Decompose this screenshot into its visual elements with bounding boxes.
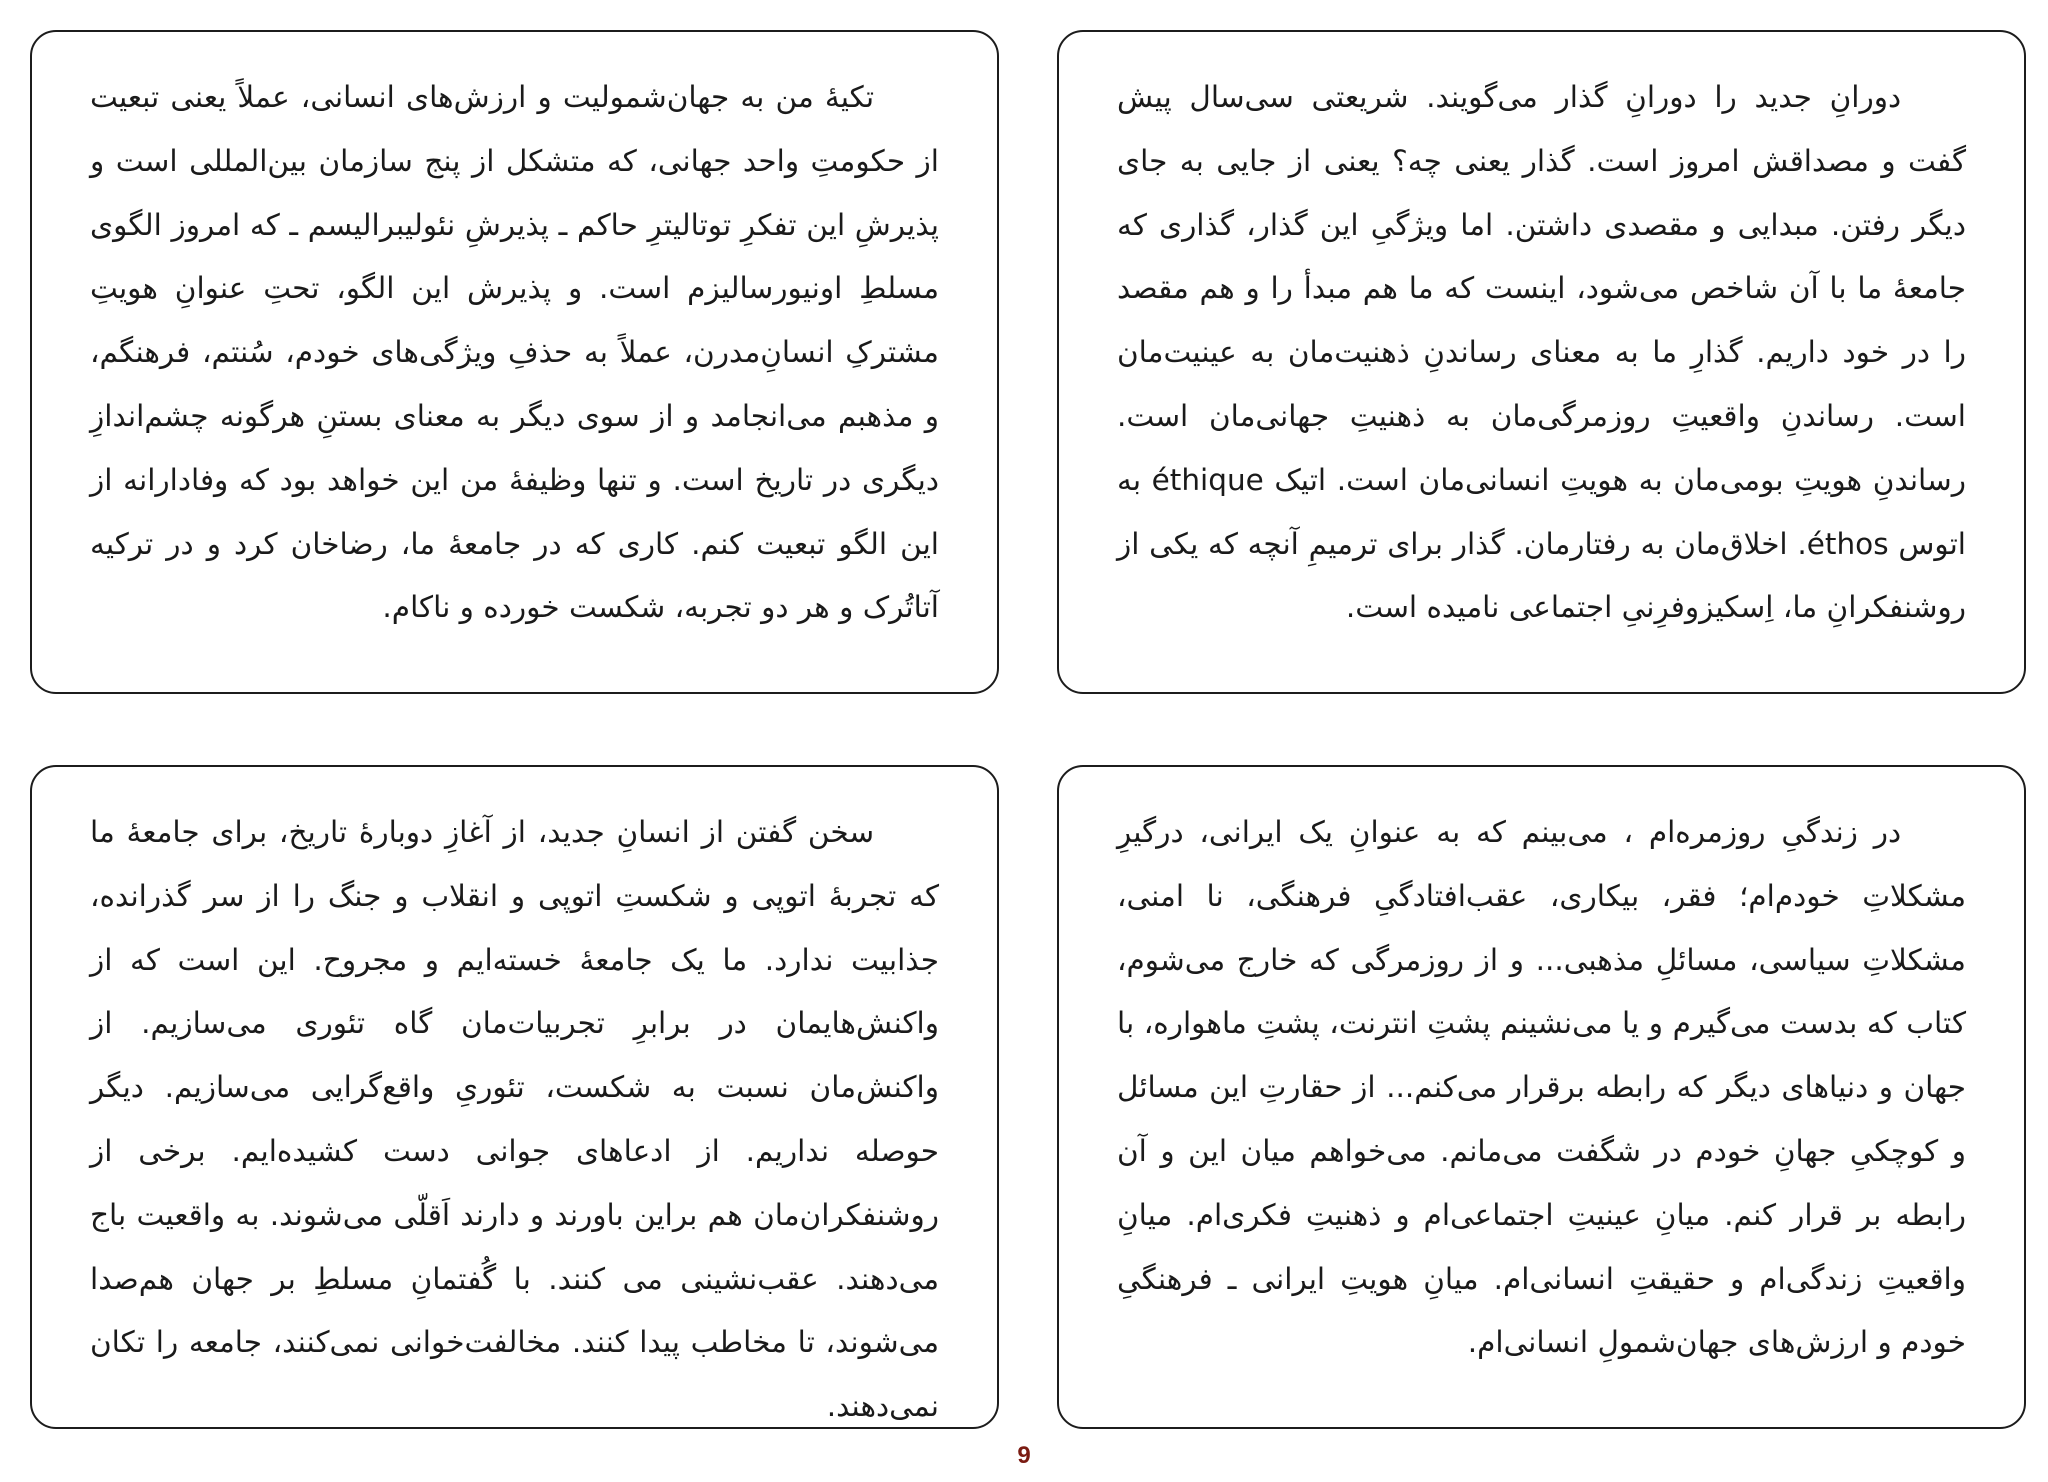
text-card-top-left — [30, 30, 999, 694]
paragraph-gozar: دورانِ جدید را دورانِ گذار می‌گویند. شریعتی سی‌سال پیش گفت و مصداقش امروز است. گذار یعنی چه؟ یعنی از جایی به جای دیگر رفتن. مبدایی و مقصدی داشتن. اما ویژگیِ این گذار، گذاری که جامعهٔ ما با آن شاخص می‌شود، اینست که ما هم مبدأ را و هم مقصد را در خود داریم. گذارِ ما به معنای رساندنِ ذهنیت‌مان به عینیت‌مان است. رساندنِ واقعیتِ روزمرگی‌مان به ذهنیتِ جهانی‌مان است. رساندنِ هویتِ بومی‌مان به هویتِ انسانی‌مان است. اتیک éthique به اتوس éthos. اخلاق‌مان به رفتارمان. گذار برای ترمیمِ آنچه که یکی از روشنفکرانِ ما، اِسکیزوفرِنیِ اجتماعی نامیده است. — [1117, 80, 1967, 625]
text-card-bottom-left — [30, 765, 999, 1429]
page-number: 9 — [1017, 1442, 1031, 1469]
paragraph-new-human: سخن گفتن از انسانِ جدید، از آغازِ دوبارهٔ تاریخ، برای جامعهٔ ما که تجربهٔ اتوپی و شکستِ اتوپی و انقلاب و جنگ را از سر گذرانده، جذابیت ندارد. ما یک جامعهٔ خسته‌ایم و مجروح. این است که از واکنش‌هایمان در برابرِ تجربیات‌مان گاه تئوری می‌سازیم. از واکنش‌مان نسبت به شکست، تئوریِ واقع‌گرایی می‌سازیم. دیگر حوصله نداریم. از ادعاهای جوانی دست کشیده‌ایم. برخی از روشنفکران‌مان هم براین باورند و دارند اَقلّی می‌شوند. به واقعیت باج می‌دهند. عقب‌نشینی می کنند. با گُفتمانِ مسلطِ بر جهان هم‌صدا می‌شوند، تا مخاطب پیدا کنند. مخالفت‌خوانی نمی‌کنند، جامعه را تکان نمی‌دهند. — [90, 815, 939, 1424]
text-card-top-right — [1057, 30, 2026, 694]
paragraph-universalism: تکیهٔ من به جهان‌شمولیت و ارزش‌های انسانی، عملاً یعنی تبعیت از حکومتِ واحد جهانی، که متشکل از پنج سازمان بین‌المللی است و پذیرشِ این تفکرِ توتالیترِ حاکم ـ پذیرشِ نئولیبرالیسم ـ که امروز الگوی مسلطِ اونیورسالیزم است. و پذیرش این الگو، تحتِ عنوانِ هویتِ مشترکِ انسانِ‌مدرن، عملاً به حذفِ ویژگی‌های خودم، سُنتم، فرهنگم، و مذهبم می‌انجامد و از سوی دیگر به معنای بستنِ هرگونه چشم‌اندازِ دیگری در تاریخ است. و تنها وظیفهٔ من این خواهد بود که وفادارانه از این الگو تبعیت کنم. کاری که در جامعهٔ ما، رضاخان کرد و در ترکیه آتاتُرک و هر دو تجربه، شکست خورده و ناکام. — [90, 80, 939, 625]
text-card-bottom-right — [1057, 765, 2026, 1429]
paragraph-daily-life: در زندگیِ روزمره‌ام ، می‌بینم که به عنوانِ یک ایرانی، درگیرِ مشکلاتِ خودم‌ام؛ فقر، بیکاری، عقب‌افتادگیِ فرهنگی، نا امنی، مشکلاتِ سیاسی، مسائلِ مذهبی... و از روزمرگی که خارج می‌شوم، کتاب که بدست می‌گیرم و یا می‌نشینم پشتِ انترنت، پشتِ ماهواره، با جهان و دنیاهای دیگر که رابطه برقرار می‌کنم... از حقارتِ این مسائل و کوچکیِ جهانِ خودم در شگفت می‌مانم. می‌خواهم میان این و آن رابطه بر قرار کنم. میانِ عینیتِ اجتماعی‌ام و ذهنیتِ فکری‌ام. میانِ واقعیتِ زندگی‌ام و حقیقتِ انسانی‌ام. میانِ هویتِ ایرانی ـ فرهنگیِ خودم و ارزش‌های جهان‌شمولِ انسانی‌ام. — [1117, 815, 1966, 1360]
